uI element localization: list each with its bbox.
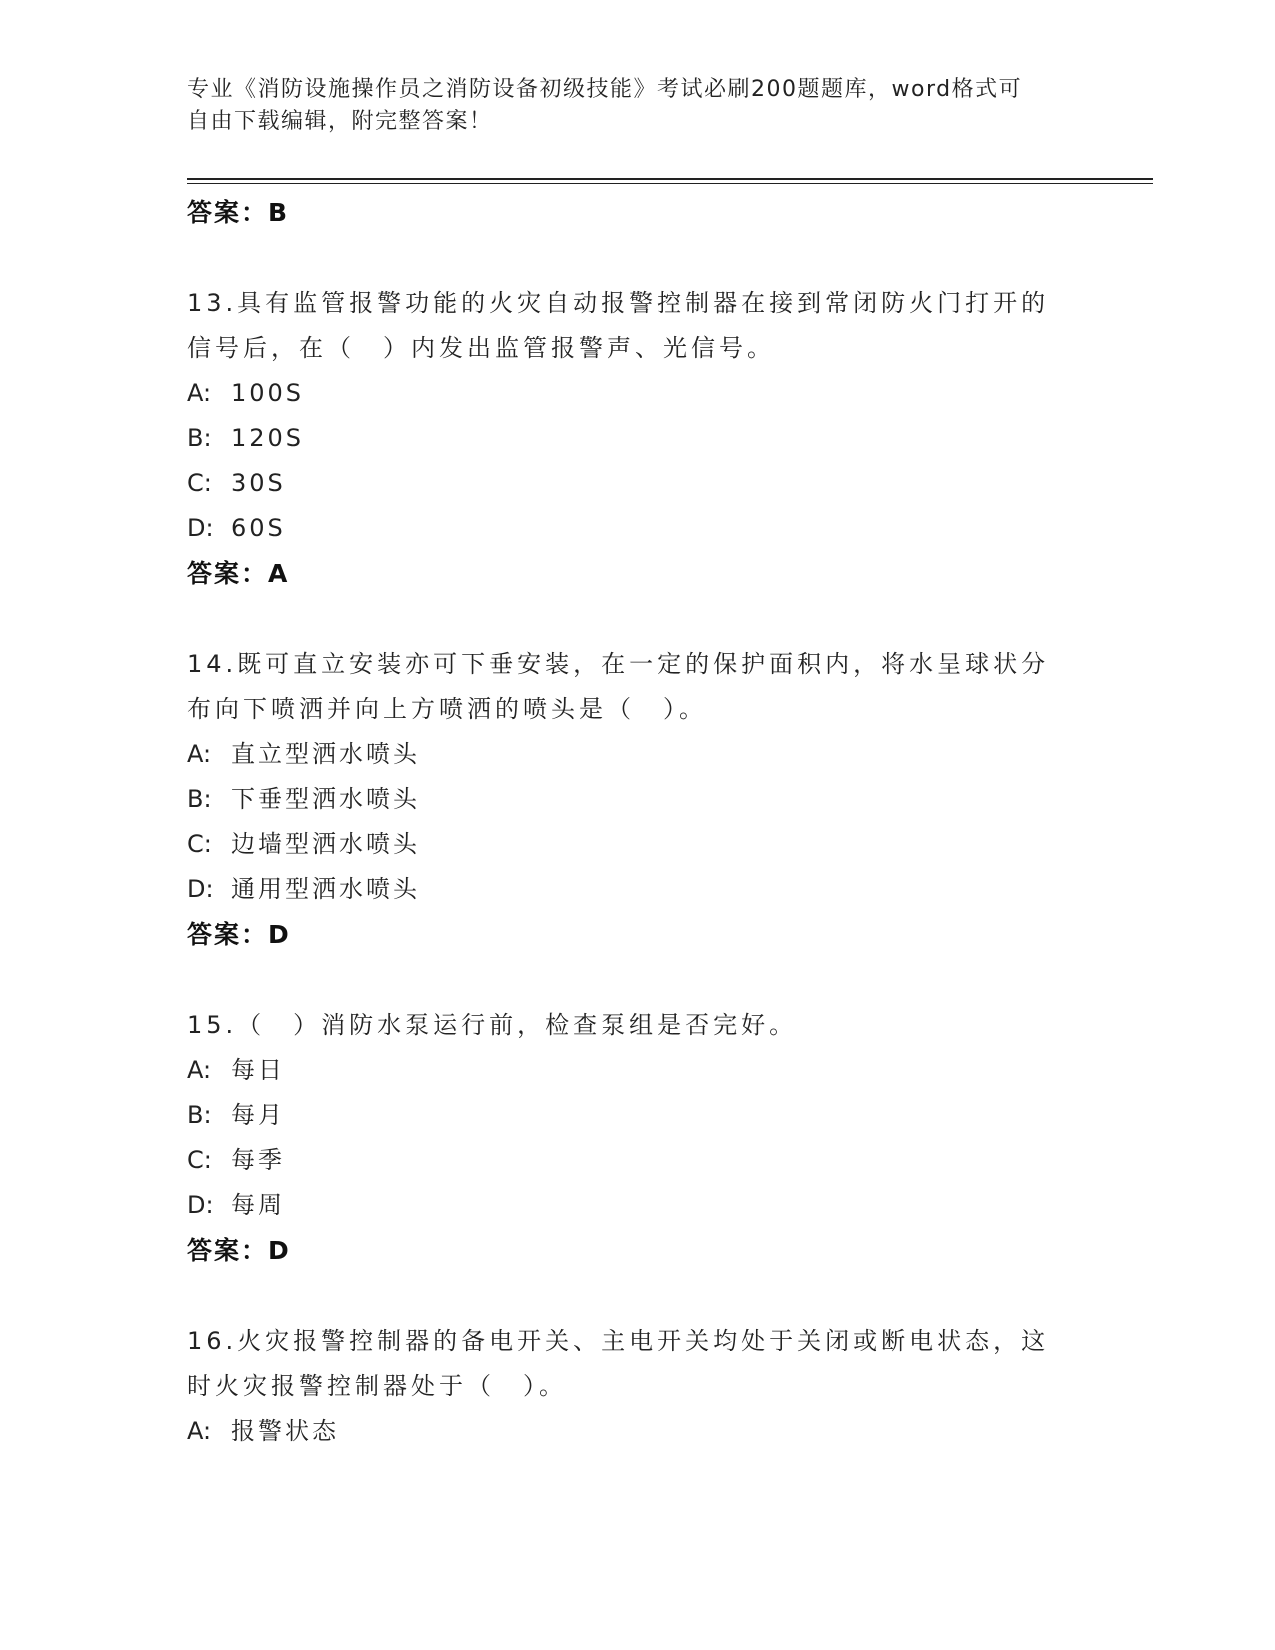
option-key: C: — [187, 1146, 212, 1174]
question-stem-line-1: 13.具有监管报警功能的火灾自动报警控制器在接到常闭防火门打开的 — [187, 289, 1050, 317]
option-c — [187, 1138, 1087, 1183]
question-stem-line-2: 时火灾报警控制器处于（ ）。 — [187, 1372, 567, 1400]
option-text: 每周 — [231, 1191, 285, 1219]
answer: 答案：D — [187, 1236, 291, 1265]
option-text: 直立型洒水喷头 — [231, 740, 420, 768]
option-key: A: — [187, 740, 212, 768]
previous-answer: 答案：B — [187, 198, 290, 227]
option-text: 每月 — [231, 1101, 285, 1129]
header-line-1: 专业《消防设施操作员之消防设备初级技能》考试必刷200题题库，word格式可 — [187, 77, 1023, 102]
option-b — [187, 777, 1087, 822]
option-d — [187, 867, 1087, 912]
answer: 答案：A — [187, 559, 290, 588]
option-key: A: — [187, 1417, 212, 1445]
option-text: 120S — [231, 424, 305, 452]
option-text: 60S — [231, 514, 286, 542]
page-header — [187, 74, 1067, 138]
answer: 答案：D — [187, 920, 291, 949]
option-a — [187, 1409, 1087, 1454]
option-c — [187, 822, 1087, 867]
option-text: 报警状态 — [231, 1417, 339, 1445]
option-text: 30S — [231, 469, 286, 497]
option-key: D: — [187, 875, 214, 903]
option-key: B: — [187, 424, 212, 452]
question-stem-line-2: 信号后，在（ ）内发出监管报警声、光信号。 — [187, 334, 775, 362]
question-stem-line-1: 15.（ ）消防水泵运行前，检查泵组是否完好。 — [187, 1011, 798, 1039]
question-stem-line-1: 14.既可直立安装亦可下垂安装，在一定的保护面积内，将水呈球状分 — [187, 650, 1050, 678]
question-15 — [187, 1003, 1087, 1273]
option-text: 每日 — [231, 1056, 285, 1084]
question-stem-line-1: 16.火灾报警控制器的备电开关、主电开关均处于关闭或断电状态，这 — [187, 1327, 1050, 1355]
option-key: A: — [187, 379, 212, 407]
question-stem-line-2: 布向下喷洒并向上方喷洒的喷头是（ ）。 — [187, 695, 707, 723]
option-key: D: — [187, 1191, 214, 1219]
option-text: 100S — [231, 379, 305, 407]
option-b — [187, 1093, 1087, 1138]
option-text: 通用型洒水喷头 — [231, 875, 420, 903]
option-d — [187, 506, 1087, 551]
option-b — [187, 416, 1087, 461]
header-rule-thin — [187, 183, 1153, 184]
option-key: C: — [187, 830, 212, 858]
option-key: C: — [187, 469, 212, 497]
question-16 — [187, 1319, 1087, 1454]
option-key: B: — [187, 1101, 212, 1129]
option-a — [187, 1048, 1087, 1093]
document-body — [187, 190, 1087, 1454]
option-a — [187, 732, 1087, 777]
question-14 — [187, 642, 1087, 957]
header-rule-thick — [187, 178, 1153, 180]
option-key: B: — [187, 785, 212, 813]
option-text: 下垂型洒水喷头 — [231, 785, 420, 813]
header-line-2: 自由下载编辑，附完整答案！ — [187, 109, 493, 134]
option-text: 每季 — [231, 1146, 285, 1174]
option-key: D: — [187, 514, 214, 542]
option-text: 边墙型洒水喷头 — [231, 830, 420, 858]
option-c — [187, 461, 1087, 506]
option-a — [187, 371, 1087, 416]
question-13 — [187, 281, 1087, 596]
option-d — [187, 1183, 1087, 1228]
option-key: A: — [187, 1056, 212, 1084]
